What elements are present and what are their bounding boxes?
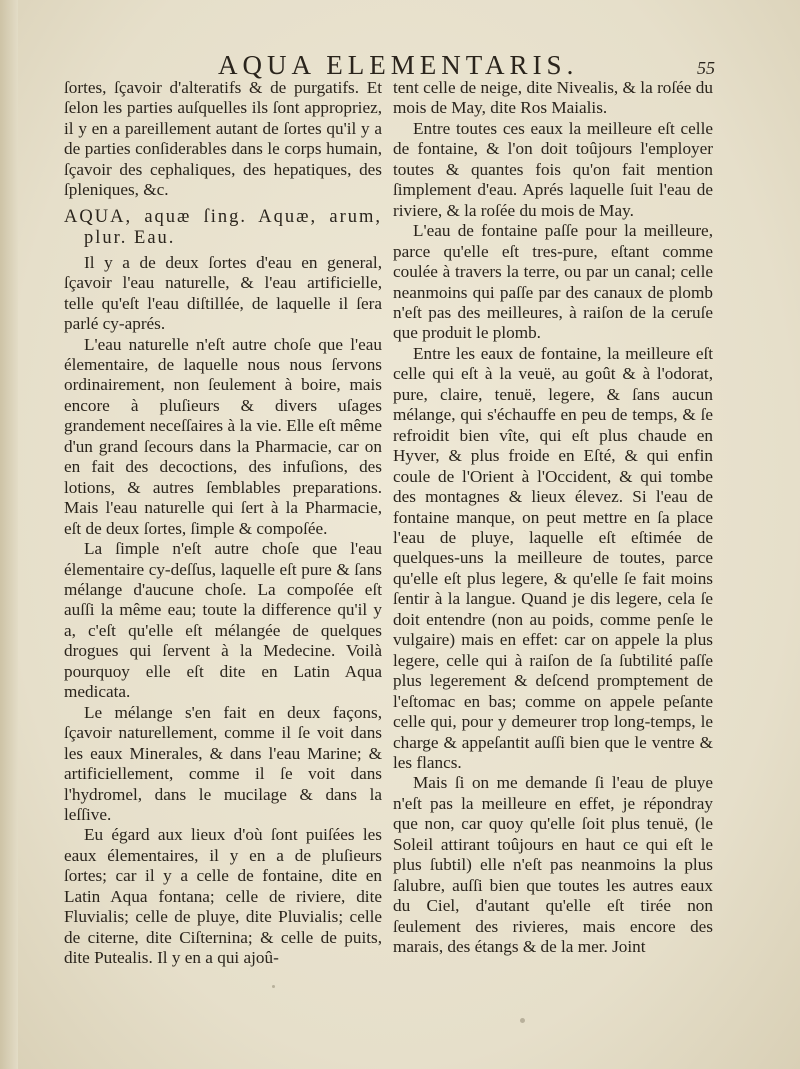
- paper-spot: [520, 1018, 525, 1023]
- paragraph: tent celle de neige, dite Nivealis, & la roſée du mois de May, dite Ros Maialis.: [393, 78, 713, 118]
- paragraph: Il y a de deux ſortes d'eau en general, ſçavoir l'eau naturelle, & l'eau artificielle, telle qu'eſt l'eau diſtillée, de laquelle il ſera parlé cy-aprés.: [64, 252, 382, 334]
- paragraph: Entre toutes ces eaux la meilleure eſt celle de fontaine, & l'on doit toûjours l'employer toutes & quantes fois qu'on fait mention ſimplement d'eau. Aprés laquelle ſuit l'eau de riviere, & la roſée du mois de May.: [393, 118, 713, 220]
- paragraph: L'eau de fontaine paſſe pour la meilleure, parce qu'elle eſt tres-pure, eſtant comme coulée à travers la terre, ou par un canal; celle neanmoins qui paſſe par des canaux de plomb n'eſt pas des meilleures, à raiſon de la ceruſe que produit le plomb.: [393, 221, 713, 343]
- right-column: [393, 78, 713, 957]
- page-gutter-shadow: [0, 0, 18, 1069]
- paragraph: Entre les eaux de fontaine, la meilleure eſt celle qui eſt à la veuë, au goût & à l'odorat, pure, claire, tenuë, legere, & ſans aucun mélange, qui s'échauffe en peu de temps, & ſe refroidit bien vîte, qui eſt plus chaude en Hyver, & plus froide en Eſté, & qui enfin coule de l'Orient à l'Occident, & qui tombe des montagnes & lieux élevez. Si l'eau de fontaine manque, on peut mettre en ſa place l'eau de pluye, laquelle eſt eſtimée de quelques-uns la meilleure de toutes, parce qu'elle eſt plus legere, & qu'elle ſe fait moins ſentir à la langue. Quand je dis legere, cela ſe doit entendre (non au poids, comme penſe le vulgaire) mais en effet: car on appele la plus legere, celle qui à raiſon de ſa ſubtilité paſſe plus legerement & deſcend promptement de l'eſtomac en bas; comme on appele peſante celle qui, pour y demeurer trop long-temps, le charge & appeſantit auſſi bien que le ventre & les flancs.: [393, 343, 713, 772]
- paragraph: L'eau naturelle n'eſt autre choſe que l'eau élementaire, de laquelle nous nous ſervons ordinairement, non ſeulement à boire, mais encore à pluſieurs & divers uſages grandement neceſſaires à la vie. Elle eſt même d'un grand ſecours dans la Pharmacie, car on en fait des decoctions, des infuſions, des lotions, & autres ſemblables preparations. Mais l'eau naturelle qui ſert à la Pharmacie, eſt de deux ſortes, ſimple & compoſée.: [64, 334, 382, 538]
- running-title: AQUA ELEMENTARIS.: [218, 50, 579, 80]
- paragraph: Le mélange s'en fait en deux façons, ſçavoir naturellement, comme il ſe voit dans les eaux Minerales, & dans l'eau Marine; & artificiellement, comme il ſe voit dans l'hydromel, dans le mucilage & dans la leſſive.: [64, 702, 382, 824]
- paper-spot: [272, 985, 275, 988]
- left-column: [64, 78, 382, 969]
- paragraph: ſortes, ſçavoir d'alteratifs & de purgatifs. Et ſelon les parties auſquelles ils ſont appropriez, il y en a pareillement autant de ſortes qu'il y a de parties conſiderables dans le corps humain, ſçavoir des cephaliques, des hepatiques, des ſpleniques, &c.: [64, 78, 382, 200]
- paragraph: Eu égard aux lieux d'où ſont puiſées les eaux élementaires, il y en a de pluſieurs ſortes; car il y a celle de fontaine, dite en Latin Aqua fontana; celle de riviere, dite Fluvialis; celle de pluye, dite Pluvialis; celle de citerne, dite Ciſternina; & celle de puits, dite Putealis. Il y en a qui ajoû-: [64, 825, 382, 968]
- paragraph: Mais ſi on me demande ſi l'eau de pluye n'eſt pas la meilleure en effet, je répondray que non, car quoy qu'elle ſoit plus tenuë, (le Soleil attirant toûjours en haut ce qui eſt le plus ſubtil) elle n'eſt pas neanmoins la plus ſalubre, auſſi bien que toutes les autres eaux du Ciel, d'autant qu'elle eſt tirée non ſeulement des rivieres, mais encore des marais, des étangs & de la mer. Joint: [393, 773, 713, 957]
- paragraph: La ſimple n'eſt autre choſe que l'eau élementaire cy-deſſus, laquelle eſt pure & ſans mélange d'aucune choſe. La compoſée eſt auſſi la même eau; toute la difference qu'il y a, c'eſt qu'elle eſt mélangée de quelques drogues qui ſervent à la Medecine. Voilà pourquoy elle eſt dite en Latin Aqua medicata.: [64, 539, 382, 702]
- page-number: 55: [697, 58, 715, 78]
- dictionary-headword: AQUA, aquæ ſing. Aquæ, arum, plur. Eau.: [64, 206, 382, 248]
